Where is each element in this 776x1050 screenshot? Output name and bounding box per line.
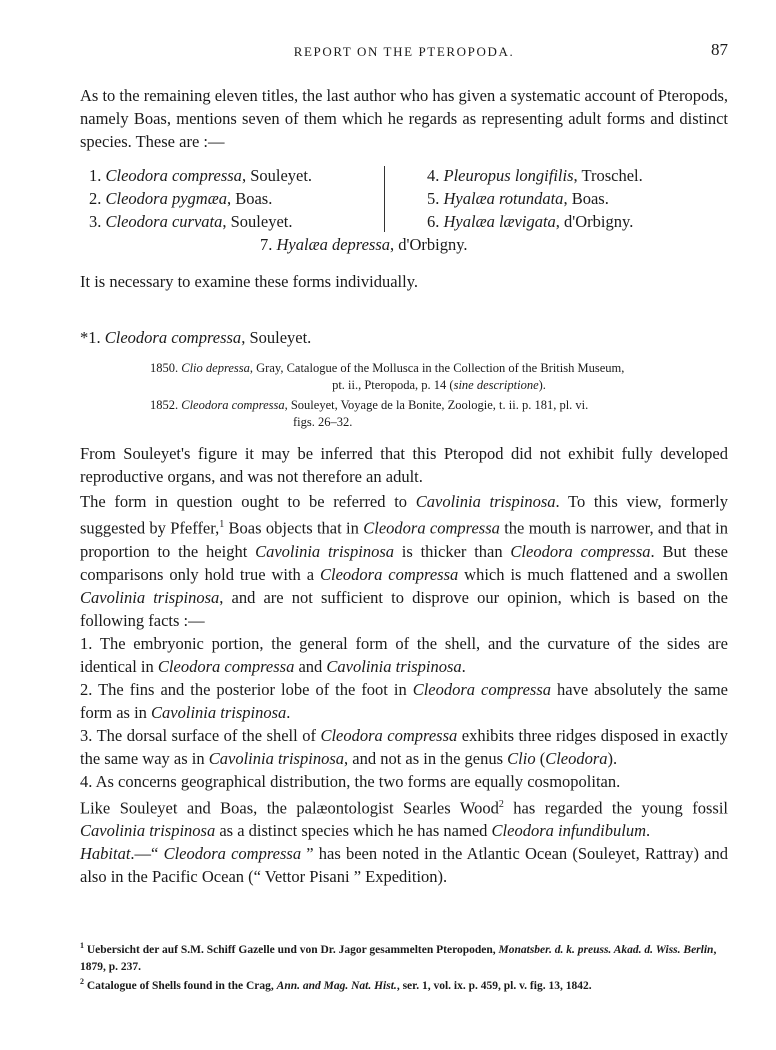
intro-paragraph — [80, 84, 728, 153]
running-header — [80, 40, 728, 64]
paragraph: 3. The dorsal surface of the shell of Cleodora compressa exhibits three ridges disposed in exactly the same way as in Cavolinia trispinosa, and not as in the genus Clio (Cleodora). — [80, 725, 728, 768]
paragraph: 4. As concerns geographical distribution, the two forms are equally cosmopolitan. — [80, 771, 621, 791]
footnote: $^2$ Catalogue of Shells found in the Crag, Ann. and Mag. Nat. Hist., ser. 1, vol. ix. p. 459, pl. v. fig. 13, 1842. — [80, 977, 592, 992]
column-divider — [384, 166, 385, 232]
list-item: 5. Hyalæa rotundata, Boas. — [427, 189, 609, 208]
list-item: 1. Cleodora compressa, Souleyet. — [89, 166, 313, 185]
synonymy-entry: 1850. Clio depressa, Gray, Catalogue of the Mollusca in the Collection of the British Museum, pt. ii., Pteropoda, p. 14 (sine descriptione). — [150, 361, 625, 392]
examine-paragraph — [80, 270, 728, 293]
paragraph: 2. The fins and the posterior lobe of the foot in Cleodora compressa have absolutely the same form as in Cavolinia trispinosa. — [80, 679, 728, 722]
paragraph: Habitat.—“ Cleodora compressa ” has been noted in the Atlantic Ocean (Souleyet, Rattray) and also in the Pacific Ocean (“ Vettor Pisani ” Expedition). — [80, 844, 728, 886]
paragraph: The form in question ought to be referred to Cavolinia trispinosa. To this view, formerly suggested by Pfeffer,$^1$ Boas objects that in Cleodora compressa the mouth is narrower, and that in proportion to the height Cavolinia trispinosa is thicker than Cleodora compressa. But these comparisons only hold true with a Cleodora compressa which is much flattened and a swollen Cavolinia trispinosa, and are not sufficient to disprove our opinion, which is based on the following facts :— — [80, 492, 729, 630]
list-item: 4. Pleuropus longifilis, Troschel. — [427, 166, 643, 185]
intro-text: As to the remaining eleven titles, the last author who has given a systematic account of Pteropods, namely Boas, mentions seven of them which he regards as representing adult forms and distinct species. These are :— — [80, 86, 728, 151]
list-item: 7. Hyalæa depressa, d'Orbigny. — [260, 235, 468, 254]
paragraph: From Souleyet's figure it may be inferred that this Pteropod did not exhibit fully developed reproductive organs, and was not therefore an adult. — [80, 444, 728, 486]
list-item: 6. Hyalæa lævigata, d'Orbigny. — [427, 212, 634, 231]
footnote: $^1$ Uebersicht der auf S.M. Schiff Gazelle und von Dr. Jagor gesammelten Pteropoden, Monatsber. d. k. preuss. Akad. d. Wiss. Berlin, 1879, p. 237. — [80, 941, 717, 973]
paragraph: 1. The embryonic portion, the general form of the shell, and the curvature of the sides are identical in Cleodora compressa and Cavolinia trispinosa. — [80, 633, 728, 676]
examine-text: It is necessary to examine these forms individually. — [80, 272, 419, 291]
synonymy-entry: 1852. Cleodora compressa, Souleyet, Voyage de la Bonite, Zoologie, t. ii. p. 181, pl. vi. figs. 26–32. — [150, 398, 589, 429]
list-item: 3. Cleodora curvata, Souleyet. — [89, 212, 293, 231]
running-title: REPORT ON THE PTEROPODA. — [293, 44, 515, 59]
main-text — [80, 442, 728, 888]
species-list — [80, 164, 728, 256]
paragraph: Like Souleyet and Boas, the palæontologist Searles Wood$^2$ has regarded the young fossil Cavolinia trispinosa as a distinct species which he has named Cleodora infundibulum. — [80, 798, 728, 840]
page-number: 87 — [711, 40, 728, 59]
section-heading: *1. Cleodora compressa, Souleyet. — [80, 328, 312, 347]
list-item: 2. Cleodora pygmæa, Boas. — [89, 189, 273, 208]
species-list-right — [427, 164, 643, 233]
species-list-left — [89, 164, 312, 233]
